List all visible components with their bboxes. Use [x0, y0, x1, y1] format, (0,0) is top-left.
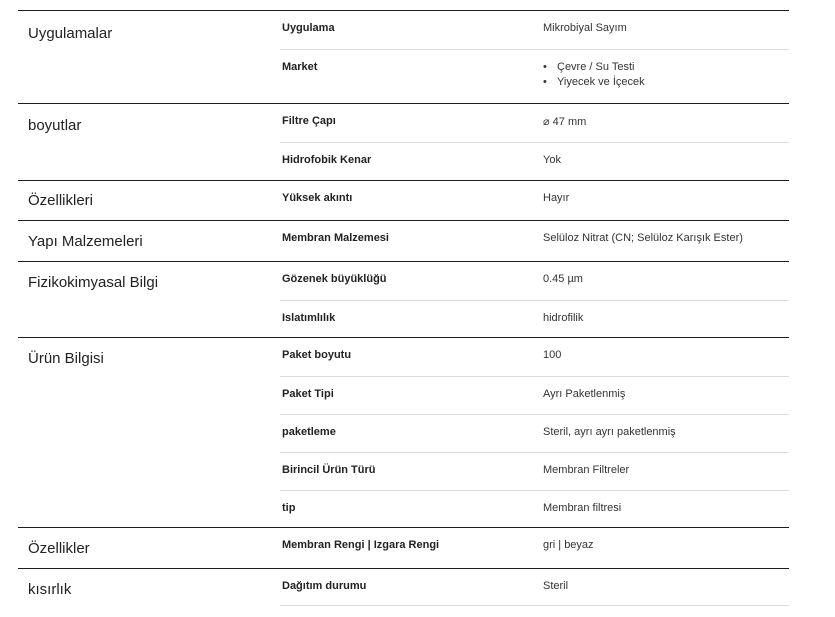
spec-label: Yüksek akıntı [282, 192, 353, 204]
category-label: boyutlar [28, 117, 82, 134]
spec-row [280, 142, 789, 182]
spec-row [280, 104, 789, 142]
spec-label: Uygulama [282, 22, 335, 34]
spec-label: Paket Tipi [282, 388, 334, 400]
spec-row [280, 49, 789, 105]
category-label: Özellikleri [28, 192, 94, 209]
category-label: Yapı Malzemeleri [28, 233, 143, 250]
spec-value: ⌀ 47 mm [543, 116, 587, 128]
spec-row [280, 452, 789, 491]
spec-label: Birincil Ürün Türü [282, 464, 376, 476]
spec-value: 100 [543, 349, 562, 361]
spec-value: Hayır [543, 192, 570, 204]
table-bottom-divider [280, 605, 789, 606]
spec-group-materials [18, 220, 789, 262]
spec-group-applications [18, 10, 789, 104]
category-label: Ürün Bilgisi [28, 350, 104, 367]
spec-label: Filtre Çapı [282, 115, 336, 127]
spec-row [280, 490, 789, 529]
spec-row [280, 414, 789, 453]
category-label: Özellikler [28, 540, 90, 557]
spec-value: Selüloz Nitrat (CN; Selüloz Karışık Ester) [543, 232, 743, 244]
list-item: • Yiyecek ve İçecek [557, 74, 645, 91]
spec-label: Membran Rengi | Izgara Rengi [282, 539, 440, 551]
spec-label: Islatımlılık [282, 312, 336, 324]
spec-label: Dağıtım durumu [282, 580, 367, 592]
spec-row [280, 11, 789, 49]
category-label: Fizikokimyasal Bilgi [28, 274, 159, 291]
spec-label: Hidrofobik Kenar [282, 154, 372, 166]
spec-row [280, 221, 789, 262]
spec-group-physicochemical [18, 261, 789, 338]
spec-label: Membran Malzemesi [282, 232, 389, 244]
spec-row [280, 569, 789, 607]
list-item: • Çevre / Su Testi [557, 59, 645, 76]
category-label: Uygulamalar [28, 25, 113, 42]
spec-row [280, 181, 789, 221]
spec-value: 0.45 µm [543, 273, 583, 285]
spec-group-properties [18, 527, 789, 569]
spec-group-sterility [18, 568, 789, 607]
category-label: kısırlık [28, 581, 72, 598]
spec-label: paketleme [282, 426, 336, 438]
spec-label: Paket boyutu [282, 349, 352, 361]
spec-value: Membran Filtreler [543, 464, 630, 476]
spec-row [280, 300, 789, 339]
spec-value: Steril [543, 580, 569, 592]
spec-value: Mikrobiyal Sayım [543, 22, 627, 34]
spec-value: gri | beyaz [543, 539, 594, 551]
spec-row [280, 528, 789, 569]
spec-label: Gözenek büyüklüğü [282, 273, 387, 285]
spec-group-dimensions [18, 103, 789, 181]
spec-value: Ayrı Paketlenmiş [543, 388, 626, 400]
spec-label: Market [282, 61, 318, 73]
spec-row [280, 338, 789, 376]
spec-value: Membran filtresi [543, 502, 622, 514]
spec-value: hidrofilik [543, 312, 584, 324]
spec-group-product-info [18, 337, 789, 528]
spec-value-list [557, 61, 645, 91]
spec-row [280, 376, 789, 415]
spec-group-features [18, 180, 789, 221]
spec-label: tip [282, 502, 296, 514]
spec-row [280, 262, 789, 300]
spec-value: Steril, ayrı ayrı paketlenmiş [543, 426, 676, 438]
spec-value: Yok [543, 154, 561, 166]
